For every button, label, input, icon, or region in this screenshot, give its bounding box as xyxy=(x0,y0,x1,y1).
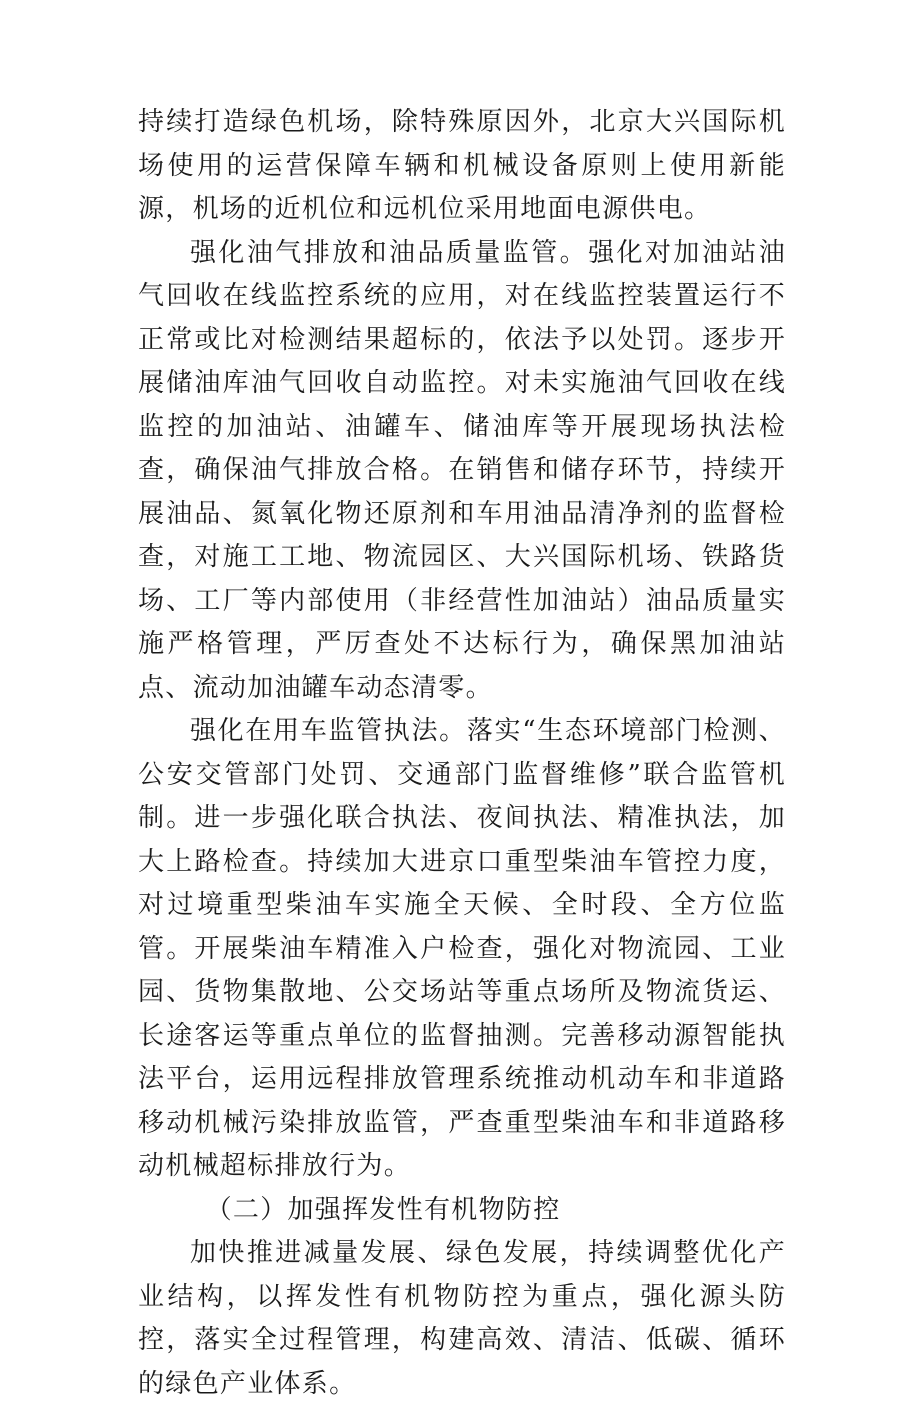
paragraph-voc-control: 加快推进减量发展、绿色发展，持续调整优化产业结构，以挥发性有机物防控为重点，强化源头防控，落实全过程管理，构建高效、清洁、低碳、循环的绿色产业体系。 xyxy=(138,1238,786,1399)
section-heading: （二）加强挥发性有机物防控 xyxy=(205,1194,561,1225)
paragraph-vehicle-enforcement: 强化在用车监管执法。落实“生态环境部门检测、公安交管部门处罚、交通部门监督维修”联合监管机制。进一步强化联合执法、夜间执法、精准执法，加大上路检查。持续加大进京口重型柴油车管控力度，对过境重型柴油车实施全天候、全时段、全方位监管。开展柴油车精准入户检查，强化对物流园、工业园、货物集散地、公交场站等重点场所及物流货运、长途客运等重点单位的监督抽测。完善移动源智能执法平台，运用远程排放管理系统推动机动车和非道路移动机械污染排放监管，严查重型柴油车和非道路移动机械超标排放行为。 xyxy=(138,716,786,1181)
document-body xyxy=(138,101,786,1406)
paragraph-green-airport: 持续打造绿色机场，除特殊原因外，北京大兴国际机场使用的运营保障车辆和机械设备原则上使用新能源，机场的近机位和远机位采用地面电源供电。 xyxy=(138,107,786,224)
paragraph-oil-gas-supervision: 强化油气排放和油品质量监管。强化对加油站油气回收在线监控系统的应用，对在线监控装置运行不正常或比对检测结果超标的，依法予以处罚。逐步开展储油库油气回收自动监控。对未实施油气回收在线监控的加油站、油罐车、储油库等开展现场执法检查，确保油气排放合格。在销售和储存环节，持续开展油品、氮氧化物还原剂和车用油品清净剂的监督检查，对施工工地、物流园区、大兴国际机场、铁路货场、工厂等内部使用（非经营性加油站）油品质量实施严格管理，严厉查处不达标行为，确保黑加油站点、流动加油罐车动态清零。 xyxy=(138,237,786,703)
